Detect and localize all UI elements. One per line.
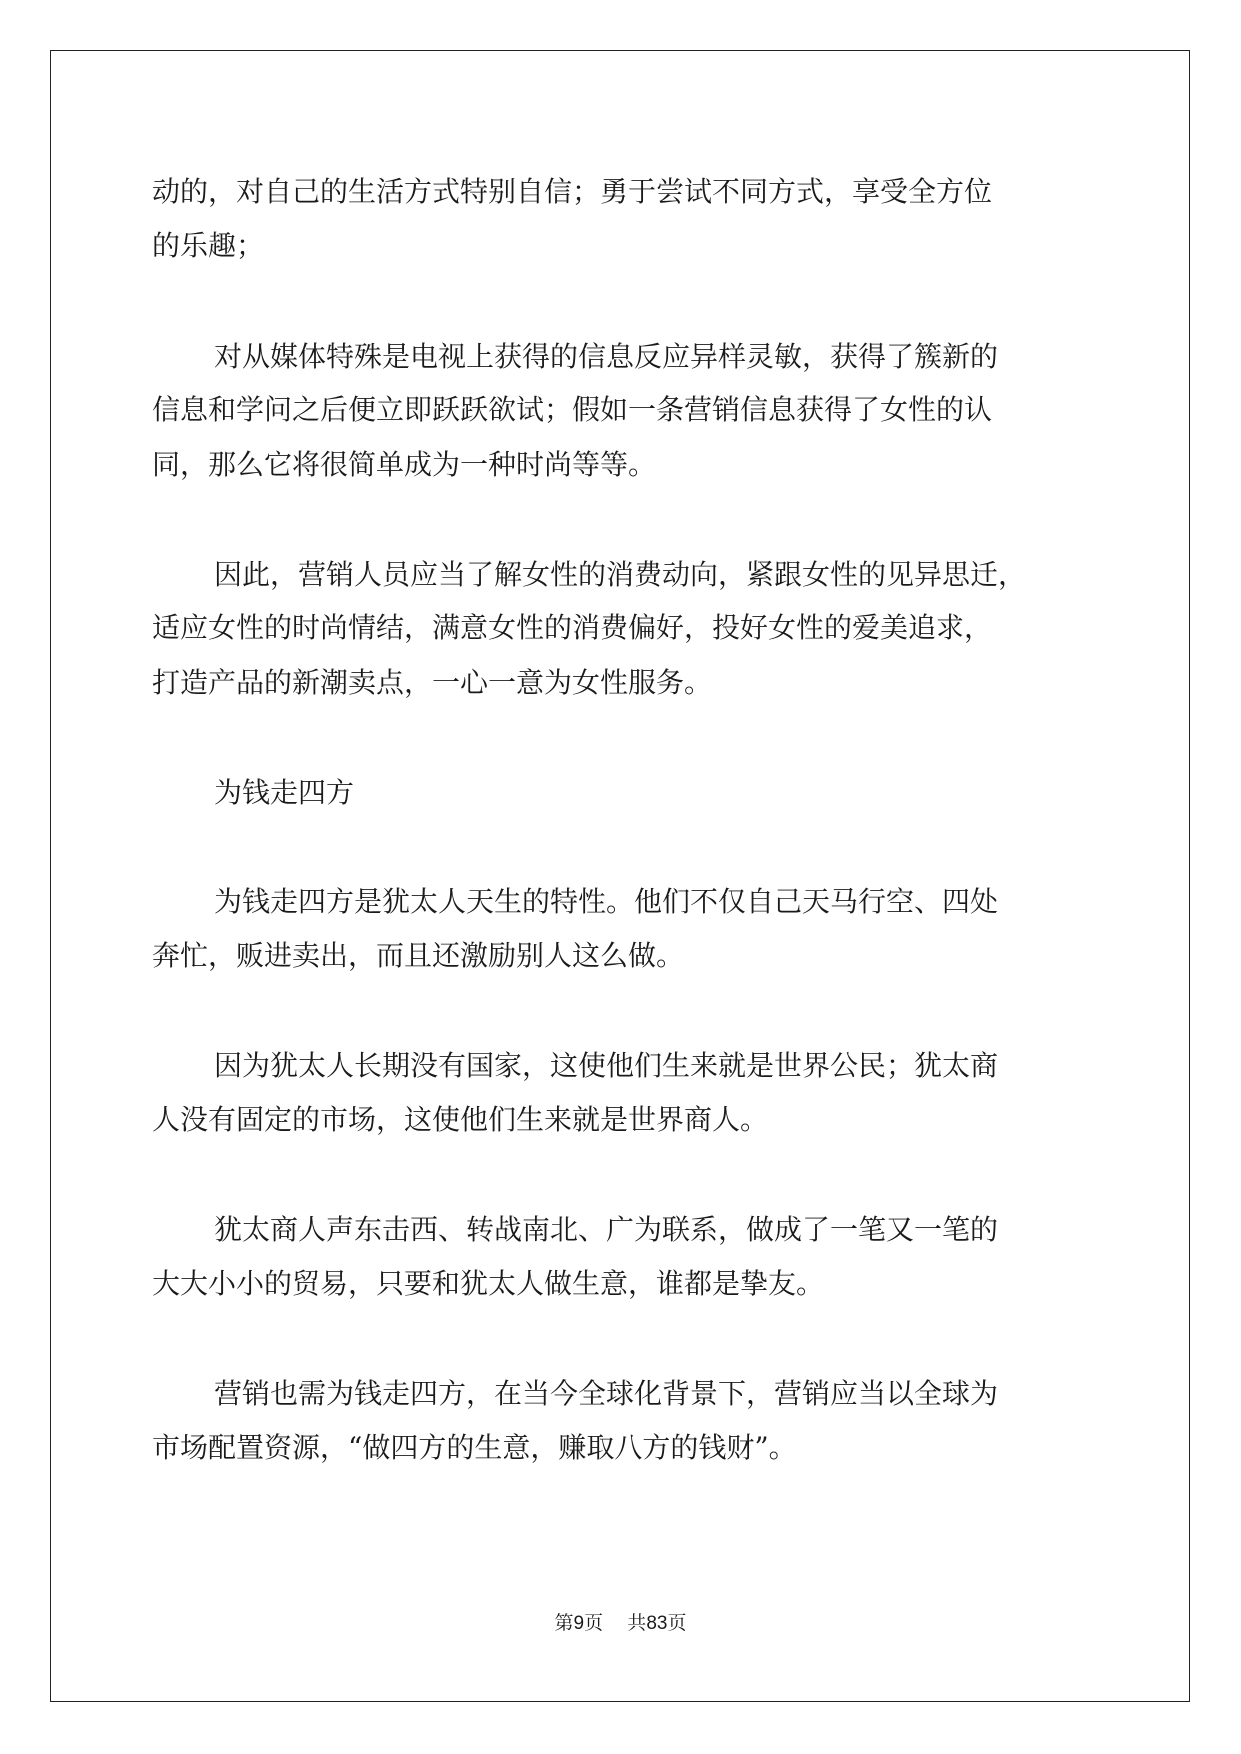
section-heading: 为钱走四方	[214, 776, 355, 809]
text-line: 信息和学问之后便立即跃跃欲试；假如一条营销信息获得了女性的认	[152, 393, 993, 426]
page-footer	[0, 1608, 1241, 1635]
text-line: 的乐趣；	[152, 229, 265, 262]
paragraph-first-line: 营销也需为钱走四方，在当今全球化背景下，营销应当以全球为	[214, 1377, 999, 1410]
page-number: 9	[573, 1613, 585, 1634]
total-prefix: 共	[627, 1612, 647, 1634]
total-suffix: 页	[667, 1612, 687, 1634]
paragraph-first-line: 因此，营销人员应当了解女性的消费动向，紧跟女性的见异思迁，	[214, 558, 1027, 591]
paragraph-first-line: 因为犹太人长期没有国家，这使他们生来就是世界公民；犹太商	[214, 1049, 999, 1082]
page-prefix: 第	[554, 1612, 574, 1634]
text-line: 适应女性的时尚情结，满意女性的消费偏好，投好女性的爱美追求，	[152, 611, 993, 644]
text-line: 同，那么它将很简单成为一种时尚等等。	[152, 448, 657, 481]
text-line: 奔忙，贩进卖出，而且还激励别人这么做。	[152, 939, 685, 972]
total-pages: 83	[646, 1613, 668, 1634]
paragraph-first-line: 犹太商人声东击西、转战南北、广为联系，做成了一笔又一笔的	[214, 1213, 999, 1246]
text-line: 打造产品的新潮卖点，一心一意为女性服务。	[152, 666, 713, 699]
paragraph-first-line: 对从媒体特殊是电视上获得的信息反应异样灵敏，获得了簇新的	[214, 340, 999, 373]
text-line: 大大小小的贸易，只要和犹太人做生意，谁都是挚友。	[152, 1267, 825, 1300]
text-line: 动的，对自己的生活方式特别自信；勇于尝试不同方式，享受全方位	[152, 175, 993, 208]
text-line: 人没有固定的市场，这使他们生来就是世界商人。	[152, 1103, 769, 1136]
paragraph-first-line: 为钱走四方是犹太人天生的特性。他们不仅自己天马行空、四处	[214, 885, 999, 918]
page-suffix: 页	[584, 1612, 604, 1634]
text-line: 市场配置资源，“做四方的生意，赚取八方的钱财”。	[152, 1431, 797, 1464]
